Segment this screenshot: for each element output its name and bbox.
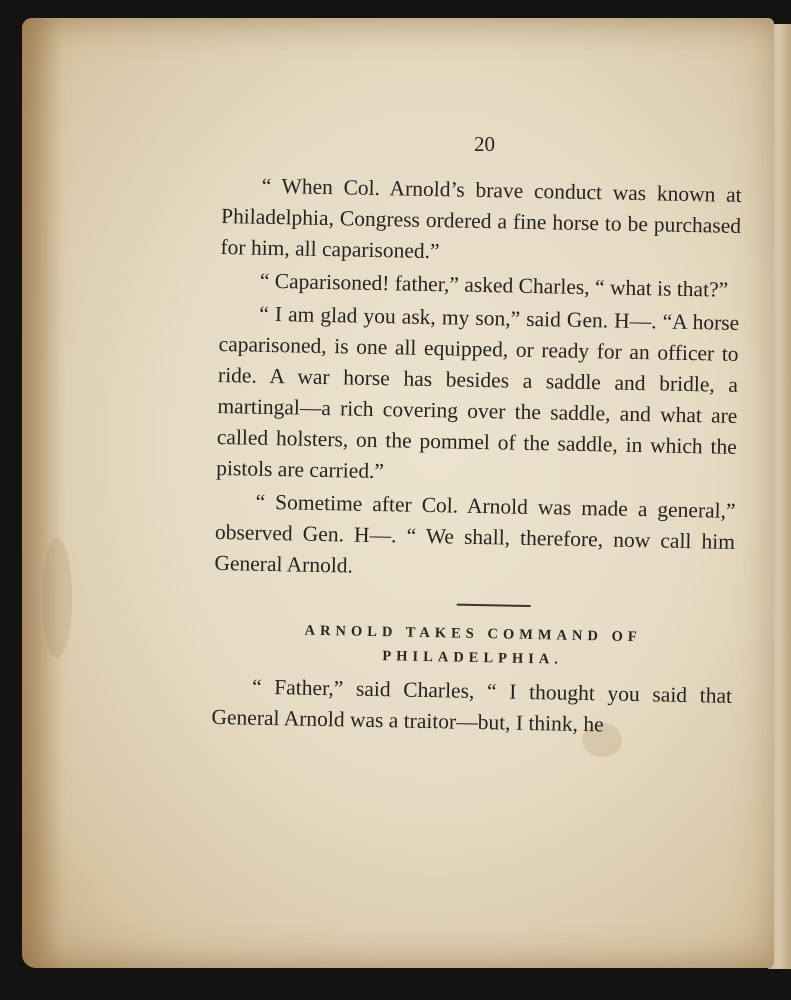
body-text (211, 170, 742, 745)
paper-stain (42, 538, 72, 658)
paragraph-text: “ Sometime after Col. Arnold was made a general,” observed Gen. H—. “ We shall, therefore, now call him General Arnold. (214, 489, 736, 578)
book-page (22, 18, 774, 968)
paragraph (220, 170, 742, 273)
paragraph-text: “ When Col. Arnold’s brave conduct was known at Philadelphia, Congress ordered a fine horse to be purchased for him, all caparisoned.” (220, 173, 742, 264)
page-number: 20 (474, 132, 495, 156)
paragraph-text: “ I am glad you ask, my son,” said Gen. H—. “A horse caparisoned, is one all equipped, or ready for an officer to ride. A war horse has besides a saddle and bridle, a martingal—a rich covering over the saddle, and what are called holsters, on the pommel of the saddle, in which the pistols are carried.” (216, 301, 740, 484)
paragraph (216, 298, 739, 494)
paragraph (211, 671, 732, 743)
paragraph-text: “ Father,” said Charles, “ I thought you said that General Arnold was a traitor—but, I think, he (211, 674, 733, 737)
paragraph-text: “ Caparisoned! father,” asked Charles, “ what is that?” (259, 268, 729, 302)
section-divider (457, 604, 531, 607)
paragraph (214, 486, 736, 589)
section-heading: ARNOLD TAKES COMMAND OF PHILADELPHIA. (304, 622, 642, 668)
